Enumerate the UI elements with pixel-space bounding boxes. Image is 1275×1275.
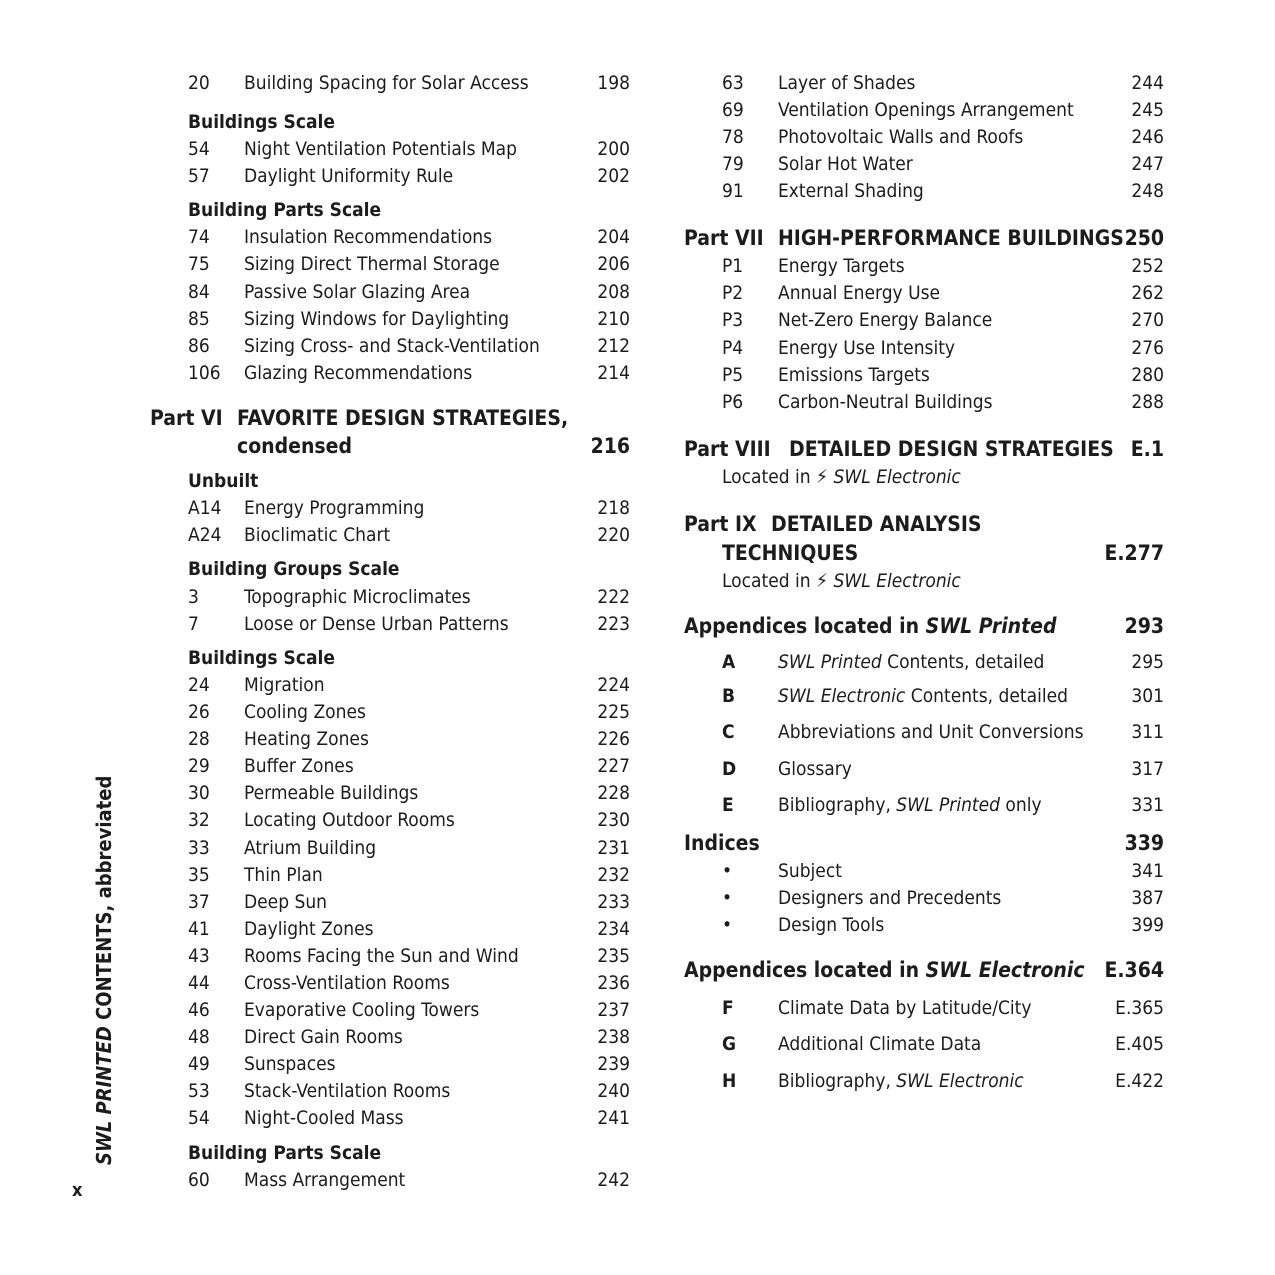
toc-entry: 29 Buffer Zones 227 (188, 755, 630, 777)
toc-entry: 48 Direct Gain Rooms 238 (188, 1026, 630, 1048)
appendices-heading: Appendices located in SWL Electronic E.364 (684, 958, 1164, 982)
bullet-icon: • (722, 914, 733, 936)
appendix-entry: C Abbreviations and Unit Conversions 311 (722, 721, 1164, 743)
spine-title: SWL PRINTED CONTENTS, abbreviated (92, 775, 116, 1165)
toc-entry: 91 External Shading 248 (722, 180, 1164, 202)
section-heading: Building Groups Scale (188, 558, 400, 580)
appendix-entry: B SWL Electronic Contents, detailed 301 (722, 685, 1164, 707)
appendix-entry: A SWL Printed Contents, detailed 295 (722, 651, 1164, 673)
index-entry: • Design Tools 399 (722, 914, 1164, 936)
section-heading: Buildings Scale (188, 647, 335, 669)
toc-entry: P1 Energy Targets 252 (722, 255, 1164, 277)
toc-entry: 84 Passive Solar Glazing Area 208 (188, 281, 630, 303)
part-heading: Part IX DETAILED ANALYSIS (684, 512, 982, 536)
appendix-entry: E Bibliography, SWL Printed only 331 (722, 794, 1164, 816)
toc-entry: 54 Night-Cooled Mass 241 (188, 1107, 630, 1129)
toc-entry: 7 Loose or Dense Urban Patterns 223 (188, 613, 630, 635)
toc-entry: 106 Glazing Recommendations 214 (188, 362, 630, 384)
toc-entry: 46 Evaporative Cooling Towers 237 (188, 999, 630, 1021)
toc-entry: 53 Stack-Ventilation Rooms 240 (188, 1080, 630, 1102)
toc-entry: 57 Daylight Uniformity Rule 202 (188, 165, 630, 187)
toc-entry: 60 Mass Arrangement 242 (188, 1169, 630, 1191)
bolt-icon: ⚡ (816, 466, 829, 488)
part-heading: Part VIII DETAILED DESIGN STRATEGIES E.1 (684, 437, 1164, 461)
located-note: Located in ⚡ SWL Electronic (722, 570, 961, 592)
toc-entry: 24 Migration 224 (188, 674, 630, 696)
toc-entry: 63 Layer of Shades 244 (722, 72, 1164, 94)
part-heading: Part VI FAVORITE DESIGN STRATEGIES, (150, 406, 569, 430)
toc-entry: 75 Sizing Direct Thermal Storage 206 (188, 253, 630, 275)
toc-entry: P5 Emissions Targets 280 (722, 364, 1164, 386)
bullet-icon: • (722, 860, 733, 882)
toc-entry: 43 Rooms Facing the Sun and Wind 235 (188, 945, 630, 967)
toc-entry: P2 Annual Energy Use 262 (722, 282, 1164, 304)
toc-entry: 33 Atrium Building 231 (188, 837, 630, 859)
index-entry: • Subject 341 (722, 860, 1164, 882)
toc-entry: P3 Net-Zero Energy Balance 270 (722, 309, 1164, 331)
toc-entry: 35 Thin Plan 232 (188, 864, 630, 886)
toc-entry: P6 Carbon-Neutral Buildings 288 (722, 391, 1164, 413)
appendix-entry: F Climate Data by Latitude/City E.365 (722, 997, 1164, 1019)
toc-entry: 41 Daylight Zones 234 (188, 918, 630, 940)
appendices-heading: Appendices located in SWL Printed 293 (684, 614, 1164, 638)
bullet-icon: • (722, 887, 733, 909)
toc-entry: 69 Ventilation Openings Arrangement 245 (722, 99, 1164, 121)
section-heading: Buildings Scale (188, 111, 335, 133)
section-heading: Building Parts Scale (188, 1142, 382, 1164)
toc-entry: 74 Insulation Recommendations 204 (188, 226, 630, 248)
index-entry: • Designers and Precedents 387 (722, 887, 1164, 909)
toc-entry: A14 Energy Programming 218 (188, 497, 630, 519)
toc-entry: 44 Cross-Ventilation Rooms 236 (188, 972, 630, 994)
located-note: Located in ⚡ SWL Electronic (722, 466, 961, 488)
toc-entry: 28 Heating Zones 226 (188, 728, 630, 750)
toc-entry: 3 Topographic Microclimates 222 (188, 586, 630, 608)
toc-entry: 78 Photovoltaic Walls and Roofs 246 (722, 126, 1164, 148)
toc-entry: 85 Sizing Windows for Daylighting 210 (188, 308, 630, 330)
indices-heading: Indices 339 (684, 831, 1164, 855)
section-heading: Building Parts Scale (188, 199, 382, 221)
toc-entry: 26 Cooling Zones 225 (188, 701, 630, 723)
toc-entry: 49 Sunspaces 239 (188, 1053, 630, 1075)
appendix-entry: D Glossary 317 (722, 758, 1164, 780)
toc-entry: 32 Locating Outdoor Rooms 230 (188, 809, 630, 831)
toc-entry: P4 Energy Use Intensity 276 (722, 337, 1164, 359)
page-number: x (72, 1180, 83, 1201)
toc-entry: 54 Night Ventilation Potentials Map 200 (188, 138, 630, 160)
toc-entry: 79 Solar Hot Water 247 (722, 153, 1164, 175)
toc-entry: 37 Deep Sun 233 (188, 891, 630, 913)
bolt-icon: ⚡ (816, 570, 829, 592)
section-heading: Unbuilt (188, 470, 259, 492)
toc-entry: A24 Bioclimatic Chart 220 (188, 524, 630, 546)
appendix-entry: H Bibliography, SWL Electronic E.422 (722, 1070, 1164, 1092)
part-heading: Part VII HIGH-PERFORMANCE BUILDINGS 250 (684, 226, 1164, 250)
toc-entry: 30 Permeable Buildings 228 (188, 782, 630, 804)
appendix-entry: G Additional Climate Data E.405 (722, 1033, 1164, 1055)
toc-entry: 20 Building Spacing for Solar Access 198 (188, 72, 630, 94)
toc-entry: 86 Sizing Cross- and Stack-Ventilation 212 (188, 335, 630, 357)
